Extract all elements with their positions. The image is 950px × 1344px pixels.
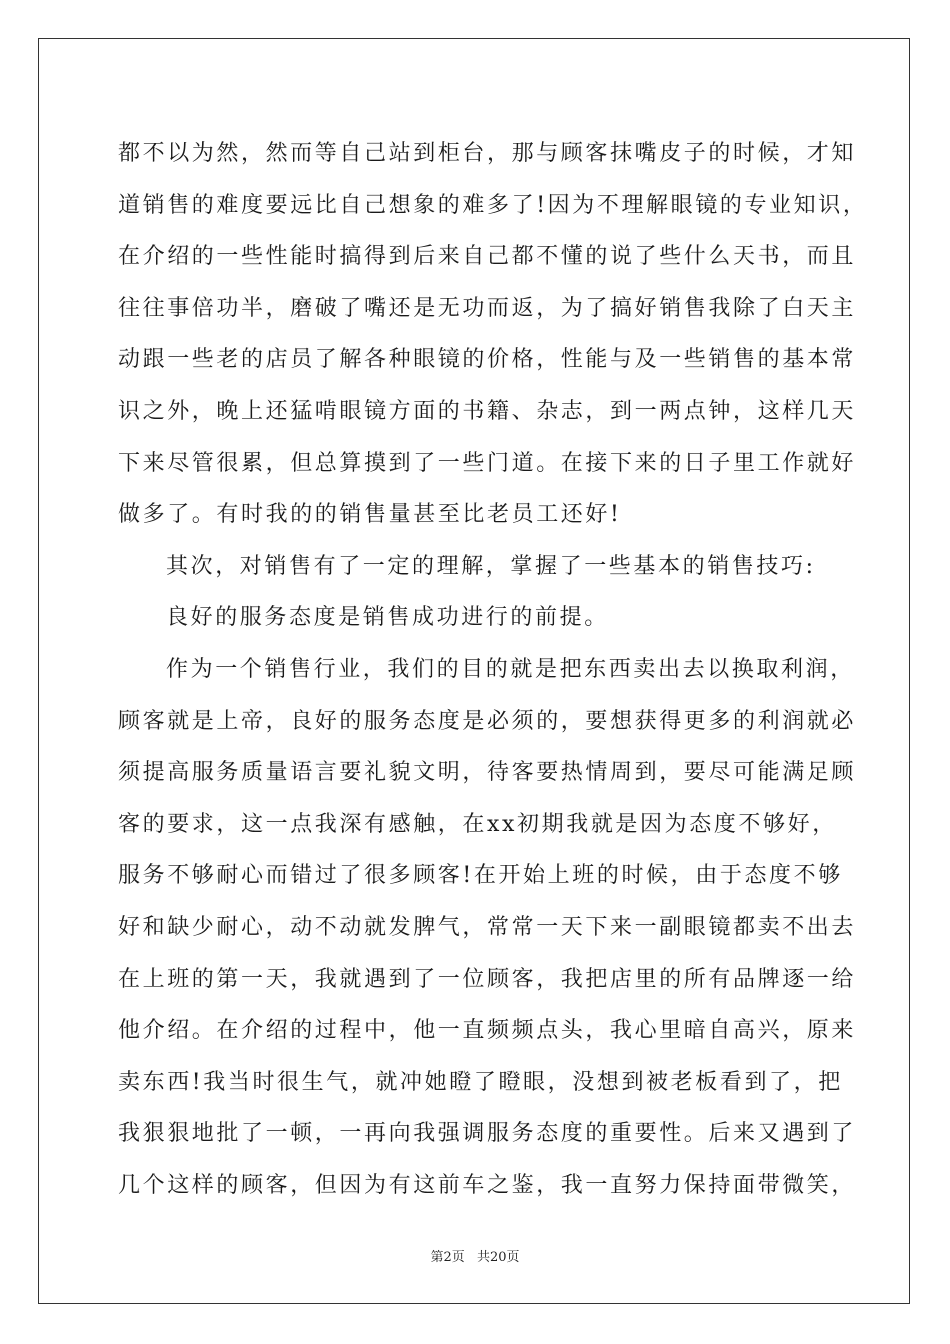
text-line: 好和缺少耐心，动不动就发脾气，常常一天下来一副眼镜都卖不出去	[118, 914, 857, 940]
text-line: 作为一个销售行业，我们的目的就是把东西卖出去以换取利润，	[166, 656, 855, 682]
text-line: 下来尽管很累，但总算摸到了一些门道。在接下来的日子里工作就好	[118, 450, 857, 476]
text-line: 卖东西!我当时很生气，就冲她瞪了瞪眼，没想到被老板看到了，把	[118, 1069, 843, 1095]
text-line: 他介绍。在介绍的过程中，他一直频频点头，我心里暗自高兴，原来	[118, 1018, 857, 1044]
text-line: 做多了。有时我的的销售量甚至比老员工还好!	[118, 502, 622, 528]
text-line: 服务不够耐心而错过了很多顾客!在开始上班的时候，由于态度不够	[118, 863, 843, 889]
page-total: 共20页	[476, 1250, 520, 1265]
text-line: 顾客就是上帝，良好的服务态度是必须的，要想获得更多的利润就必	[118, 708, 857, 734]
text-line: 几个这样的顾客，但因为有这前车之鉴，我一直努力保持面带微笑，	[118, 1172, 857, 1198]
text-line: 在介绍的一些性能时搞得到后来自己都不懂的说了些什么天书，而且	[118, 244, 857, 270]
text-line: 往往事倍功半，磨破了嘴还是无功而返，为了搞好销售我除了白天主	[118, 295, 857, 321]
text-line: 良好的服务态度是销售成功进行的前提。	[166, 605, 609, 631]
text-line: 道销售的难度要远比自己想象的难多了!因为不理解眼镜的专业知识，	[118, 192, 868, 218]
document-body	[118, 128, 868, 1211]
text-line: 我狠狠地批了一顿，一再向我强调服务态度的重要性。后来又遇到了	[118, 1121, 857, 1147]
text-line: 客的要求，这一点我深有感触，在xx初期我就是因为态度不够好，	[118, 811, 837, 837]
text-line: 都不以为然，然而等自己站到柜台，那与顾客抹嘴皮子的时候，才知	[118, 141, 857, 166]
text-line: 动跟一些老的店员了解各种眼镜的价格，性能与及一些销售的基本常	[118, 347, 857, 373]
text-line: 识之外，晚上还猛啃眼镜方面的书籍、杂志，到一两点钟，这样几天	[118, 398, 857, 424]
text-line: 在上班的第一天，我就遇到了一位顾客，我把店里的所有品牌逐一给	[118, 966, 857, 992]
text-line: 须提高服务质量语言要礼貌文明，待客要热情周到，要尽可能满足顾	[118, 760, 857, 786]
page-footer	[0, 1246, 950, 1265]
text-line: 其次，对销售有了一定的理解，掌握了一些基本的销售技巧:	[166, 553, 816, 579]
page-number: 第2页	[430, 1250, 465, 1265]
